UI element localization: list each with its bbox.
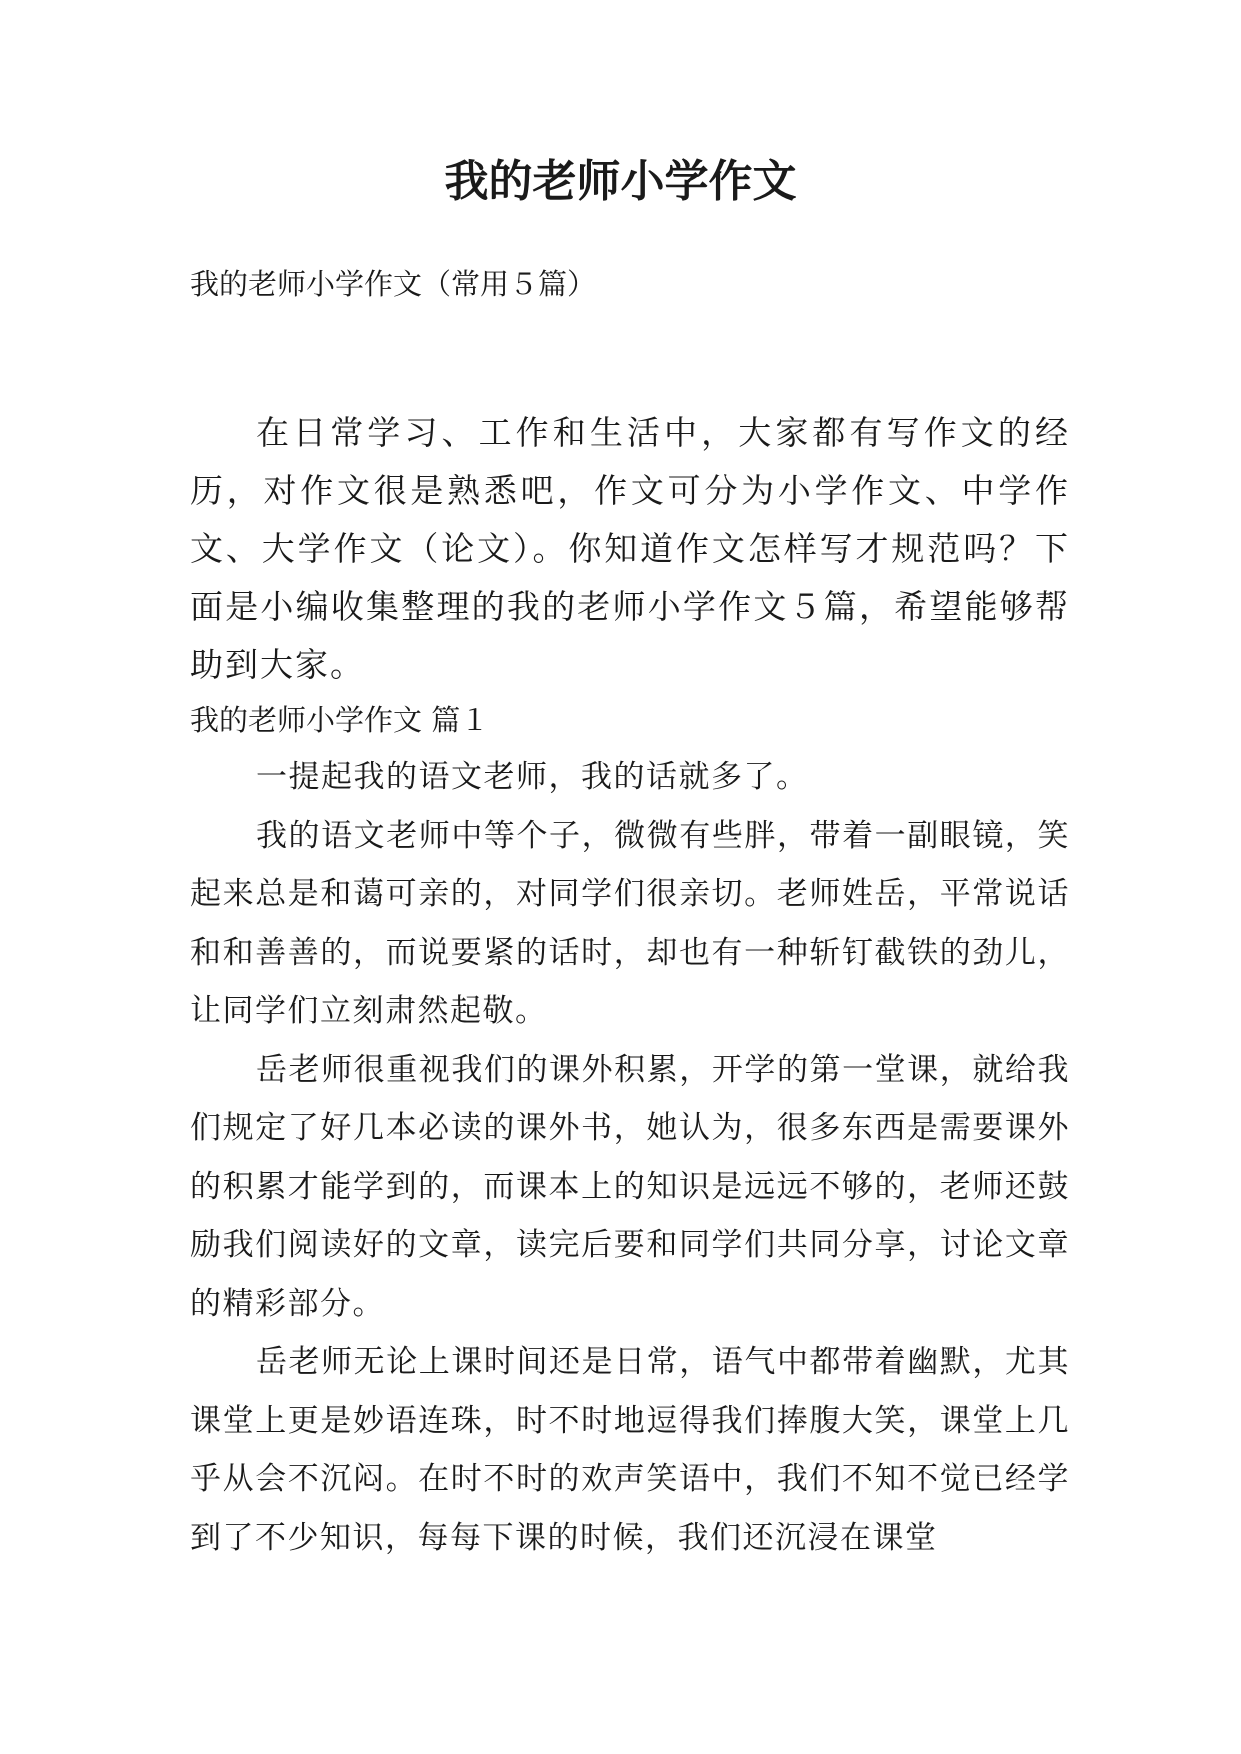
article-body-1 (190, 748, 1070, 1567)
article-paragraph: 一提起我的语文老师，我的话就多了。 (256, 759, 809, 795)
article-paragraph: 岳老师很重视我们的课外积累，开学的第一堂课，就给我们规定了好几本必读的课外书，她认为，很多东西是需要课外的积累才能学到的，而课本上的知识是远远不够的，老师还鼓励我们阅读好的文章，读完后要和同学们共同分享，讨论文章的精彩部分。 (190, 1051, 1070, 1322)
document-subtitle: 我的老师小学作文（常用５篇） (190, 267, 597, 301)
section-heading-1: 我的老师小学作文 篇１ (190, 703, 490, 737)
intro-paragraph: 在日常学习、工作和生活中，大家都有写作文的经历，对作文很是熟悉吧，作文可分为小学作文、中学作文、大学作文（论文）。你知道作文怎样写才规范吗？下面是小编收集整理的我的老师小学作文５篇，希望能够帮助到大家。 (190, 413, 1070, 684)
article-paragraph: 岳老师无论上课时间还是日常，语气中都带着幽默，尤其课堂上更是妙语连珠，时不时地逗得我们捧腹大笑，课堂上几乎从会不沉闷。在时不时的欢声笑语中，我们不知不觉已经学到了不少知识，每每下课的时候，我们还沉浸在课堂 (190, 1344, 1070, 1556)
document-title: 我的老师小学作文 (444, 156, 797, 207)
article-paragraph: 我的语文老师中等个子，微微有些胖，带着一副眼镜，笑起来总是和蔼可亲的，对同学们很亲切。老师姓岳，平常说话和和善善的，而说要紧的话时，却也有一种斩钉截铁的劲儿，让同学们立刻肃然起敬。 (190, 817, 1070, 1029)
